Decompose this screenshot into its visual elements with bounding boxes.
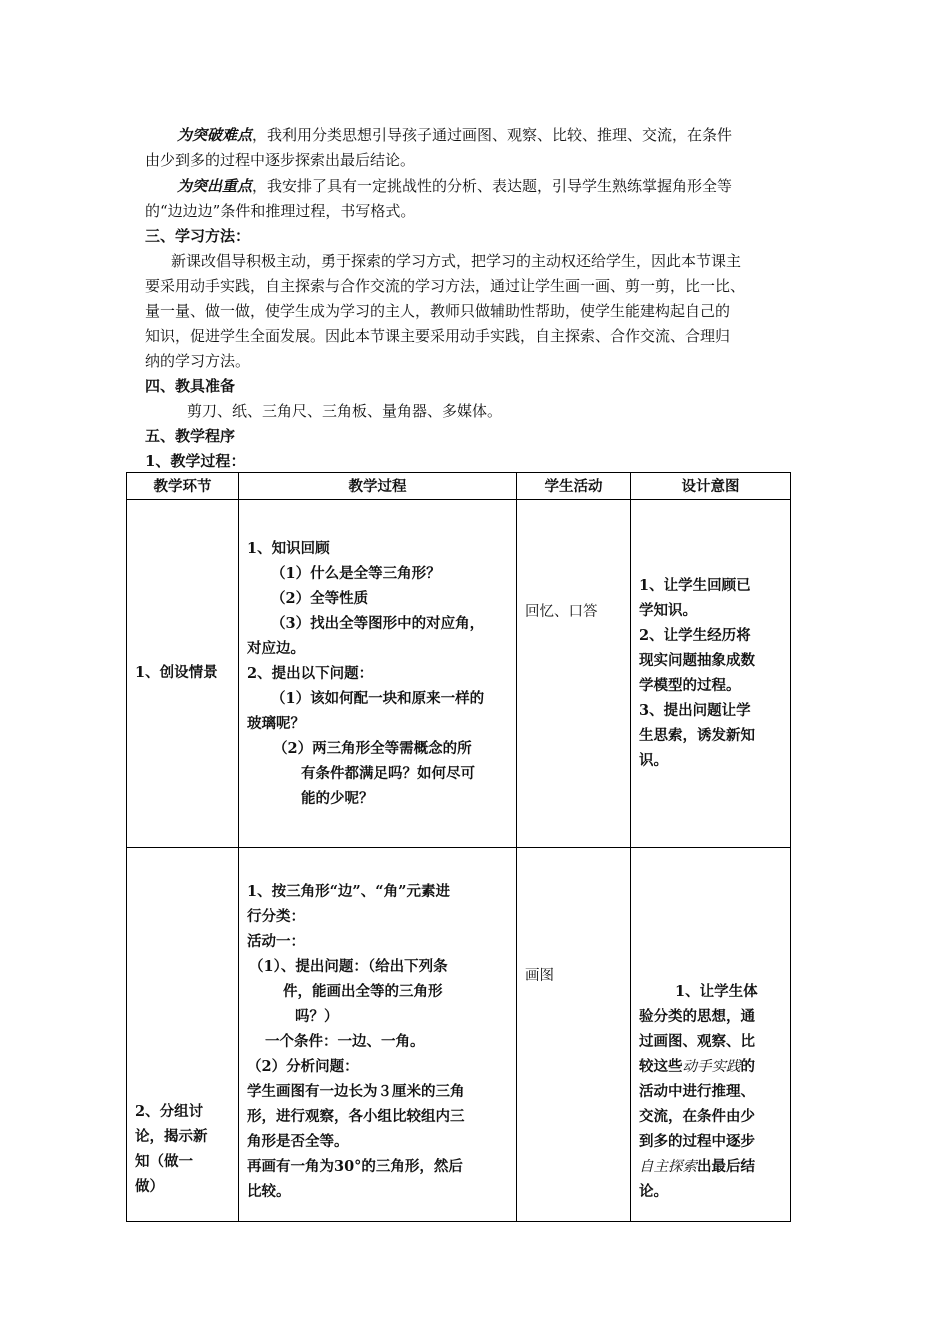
- process-line: （1）该如何配一块和原来一样的: [271, 690, 485, 707]
- row2-process-cell: [239, 848, 517, 1222]
- process-line: （3）找出全等图形中的对应角，: [271, 615, 485, 632]
- process-line: （2）两三角形全等需概念的所: [273, 740, 472, 757]
- intro-para2-text: ，我安排了具有一定挑战性的分析、表达题，引导学生熟练掌握角形全等: [252, 177, 733, 195]
- intent-text: 的: [740, 1058, 755, 1075]
- intent-line: 学知识。: [639, 602, 697, 619]
- row1-activity-cell: [517, 500, 631, 848]
- header-intent: 设计意图: [631, 473, 791, 500]
- intent-line: 1、让学生回顾已: [639, 577, 751, 594]
- process-line: 一个条件：一边、一角。: [265, 1033, 425, 1050]
- process-line: （1）什么是全等三角形？: [271, 565, 441, 582]
- section4-content: 剪刀、纸、三角尺、三角板、量角器、多媒体。: [187, 402, 503, 420]
- intro-para2-line1: [177, 174, 732, 199]
- process-line: 学生画图有一边长为３厘米的三角: [247, 1083, 465, 1100]
- table-header-row: [127, 473, 791, 500]
- table-row: [127, 848, 791, 1222]
- intro-para1-line2: 由少到多的过程中逐步探索出最后结论。: [145, 151, 416, 169]
- header-process: 教学过程: [239, 473, 517, 500]
- hands-on-practice-emphasis: 动手实践: [682, 1059, 741, 1075]
- section3-line1: 新课改倡导积极主动，勇于探索的学习方式，把学习的主动权还给学生，因此本节课主: [171, 252, 742, 270]
- section3-line5: 纳的学习方法。: [145, 352, 251, 370]
- intent-line: 验分类的思想，通: [639, 1008, 755, 1025]
- row2-activity: 画图: [525, 968, 554, 984]
- row1-activity: 回忆、口答: [525, 604, 598, 620]
- stage-line: 论，揭示新: [135, 1128, 208, 1145]
- row1-stage-cell: [127, 500, 239, 848]
- intent-line: 2、让学生经历将: [639, 627, 751, 644]
- intent-line: 3、提出问题让学: [639, 702, 751, 719]
- row1-process-cell: [239, 500, 517, 848]
- table-row: [127, 500, 791, 848]
- intent-line: 交流，在条件由少: [639, 1108, 755, 1125]
- process-line: 行分类：: [247, 908, 305, 925]
- row1-intent-cell: [631, 500, 791, 848]
- intent-line: 到多的过程中逐步: [639, 1133, 755, 1150]
- intent-line: 学模型的过程。: [639, 677, 741, 694]
- section3-line2: 要采用动手实践，自主探索与合作交流的学习方法，通过让学生画一画、剪一剪，比一比、: [145, 277, 746, 295]
- section4-heading: 四、教具准备: [145, 377, 236, 395]
- header-stage: 教学环节: [127, 473, 239, 500]
- section5-sub: 1、教学过程：: [145, 452, 246, 470]
- process-line: 能的少呢？: [301, 790, 374, 807]
- section3-heading: 三、学习方法：: [145, 227, 251, 245]
- row2-activity-cell: [517, 848, 631, 1222]
- section3-line4: 知识，促进学生全面发展。因此本节课主要采用动手实践，自主探索、合作交流、合理归: [145, 327, 731, 345]
- intro-para2-line2: 的“边边边”条件和推理过程，书写格式。: [145, 202, 416, 220]
- process-line: 件，能画出全等的三角形: [283, 983, 443, 1000]
- row2-intent-cell: [631, 848, 791, 1222]
- intent-text: 出最后结: [697, 1158, 755, 1175]
- stage-line: 知（做一: [135, 1153, 193, 1170]
- intent-line: [639, 1054, 755, 1080]
- intent-line: 识。: [639, 752, 668, 769]
- intro-para1-line1: [177, 123, 732, 148]
- teaching-process-table: [126, 472, 791, 1222]
- intent-line: 1、让学生体: [675, 983, 758, 1000]
- process-line: 吗？）: [295, 1008, 339, 1025]
- intent-line: 现实问题抽象成数: [639, 652, 755, 669]
- process-line: 活动一：: [247, 933, 305, 950]
- process-line: 再画有一角为30°的三角形，然后: [247, 1158, 463, 1175]
- process-line: 1、按三角形“边”、“角”元素进: [247, 883, 450, 900]
- process-line: （2）全等性质: [271, 590, 369, 607]
- intent-line: 活动中进行推理、: [639, 1083, 755, 1100]
- intent-line: 过画图、观察、比: [639, 1033, 755, 1050]
- process-line: 2、提出以下问题：: [247, 665, 374, 682]
- process-line: 对应边。: [247, 640, 305, 657]
- intent-line: 生思索，诱发新知: [639, 727, 755, 744]
- keypoint-lead: 为突出重点: [177, 177, 253, 195]
- process-line: 1、知识回顾: [247, 540, 330, 557]
- process-line: 有条件都满足吗？如何尽可: [301, 765, 475, 782]
- section5-heading: 五、教学程序: [145, 427, 236, 445]
- process-line: 形，进行观察，各小组比较组内三: [247, 1108, 465, 1125]
- stage-line: 2、分组讨: [135, 1103, 204, 1120]
- self-exploration-emphasis: 自主探索: [639, 1159, 697, 1175]
- intent-line: [639, 1154, 755, 1180]
- header-activity: 学生活动: [517, 473, 631, 500]
- intro-para1-text: ，我利用分类思想引导孩子通过画图、观察、比较、推理、交流，在条件: [252, 126, 733, 144]
- process-line: 玻璃呢？: [247, 715, 305, 732]
- difficulty-lead: 为突破难点: [177, 126, 253, 144]
- intent-text: 较这些: [639, 1058, 683, 1075]
- process-line: （1）、提出问题：（给出下列条: [249, 958, 448, 975]
- process-line: 角形是否全等。: [247, 1133, 349, 1150]
- row1-stage: 1、创设情景: [135, 664, 218, 681]
- process-line: （2）分析问题：: [247, 1058, 359, 1075]
- row2-stage-cell: [127, 848, 239, 1222]
- stage-line: 做）: [135, 1178, 164, 1195]
- intent-line: 论。: [639, 1183, 668, 1200]
- process-line: 比较。: [247, 1183, 291, 1200]
- section3-line3: 量一量、做一做，使学生成为学习的主人，教师只做辅助性帮助，使学生能建构起自己的: [145, 302, 731, 320]
